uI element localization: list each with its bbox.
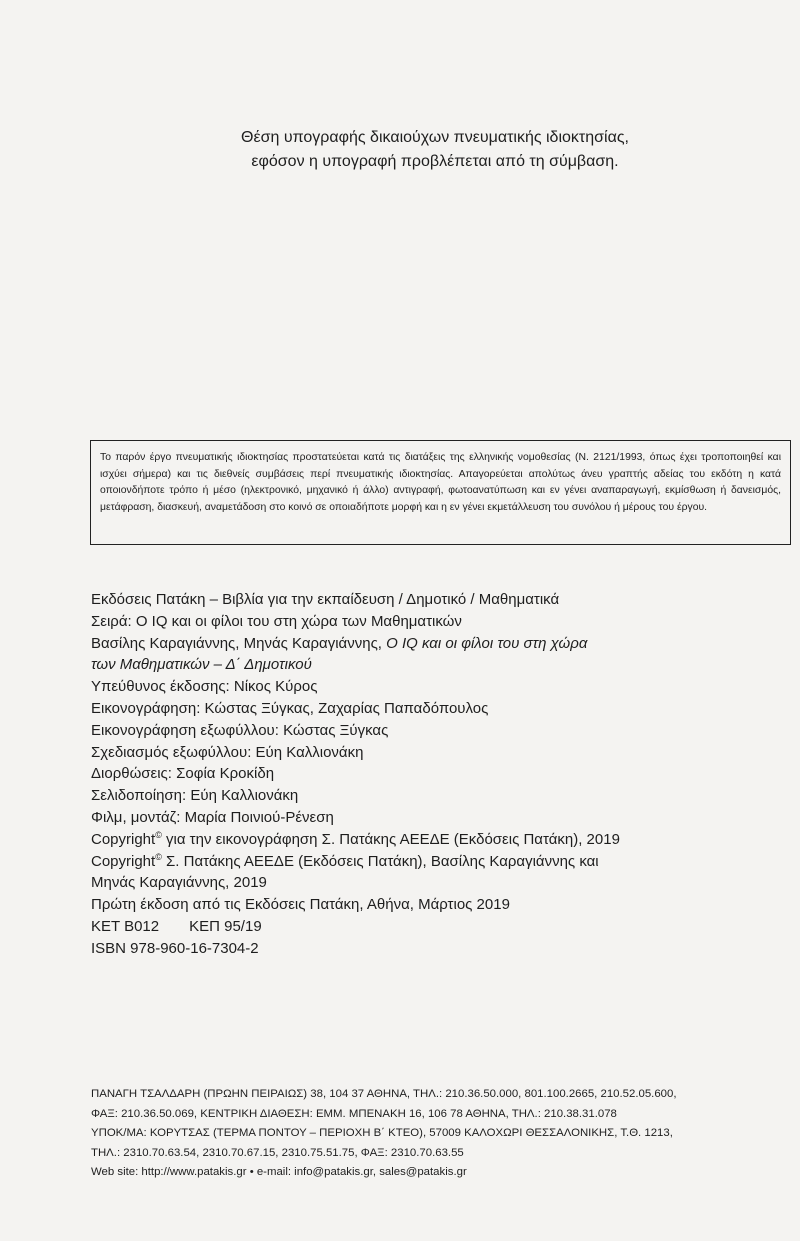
book-title-part-2: των Μαθηματικών – Δ΄ Δημοτικού (91, 656, 312, 674)
contact-line-1: ΠΑΝΑΓΗ ΤΣΑΛΔΑΡΗ (ΠΡΩΗΝ ΠΕΙΡΑΙΩΣ) 38, 104 37 ΑΘΗΝΑ, ΤΗΛ.: 210.36.50.000, 801.100.2665, 210.52.05.600, (91, 1088, 677, 1100)
editor-line: Υπεύθυνος έκδοσης: Νίκος Κύρος (91, 678, 318, 696)
cover-illustration-line: Εικονογράφηση εξωφύλλου: Κώστας Ξύγκας (91, 721, 389, 739)
proofreading-line: Διορθώσεις: Σοφία Κροκίδη (91, 765, 275, 783)
legal-notice-text: Το παρόν έργο πνευματικής ιδιοκτησίας προστατεύεται κατά τις διατάξεις της ελληνικής νομοθεσίας (Ν. 2121/1993, όπως έχει τροποποιηθεί και ισχύει σήμερα) και τις διεθνείς συμβάσεις περί πνευματικής ιδιοκτησίας. Απαγορεύεται απολύτως άνευ γραπτής αδείας του εκδότη η κατά οποιονδήποτε τρόπο ή μέσο (ηλεκτρονικό, μηχανικό ή άλλο) αντιγραφή, φωτοανατύπωση και εν γένει αναπαραγωγή, εκμίσθωση ή δανεισμός, μετάφραση, διασκευή, αναμετάδοση στο κοινό σε οποιαδήποτε μορφή και η εν γένει εκμετάλλευση του συνόλου ή μέρους του έργου. (100, 452, 781, 513)
illustration-line: Εικονογράφηση: Κώστας Ξύγκας, Ζαχαρίας Παπαδόπουλος (91, 699, 489, 717)
series-line: Σειρά: Ο IQ και οι φίλοι του στη χώρα των Μαθηματικών (91, 612, 462, 630)
publisher-line: Εκδόσεις Πατάκη – Βιβλία για την εκπαίδευση / Δημοτικό / Μαθηματικά (91, 591, 560, 608)
publisher-contact (91, 1085, 791, 1183)
cover-design-line: Σχεδιασμός εξωφύλλου: Εύη Καλλιονάκη (91, 743, 364, 761)
copyright-symbol: © (155, 829, 162, 840)
ket-code: ΚΕΤ Β012 (91, 917, 160, 935)
copyright-word: Copyright (91, 830, 156, 848)
film-line: Φιλμ, μοντάζ: Μαρία Ποινιού-Ρένεση (91, 808, 334, 826)
contact-line-3: ΥΠΟΚ/ΜΑ: ΚΟΡΥΤΣΑΣ (ΤΕΡΜΑ ΠΟΝΤΟΥ – ΠΕΡΙΟΧΗ Β΄ ΚΤΕΟ), 57009 ΚΑΛΟΧΩΡΙ ΘΕΣΣΑΛΟΝΙΚΗΣ, Τ.Θ. 1213, (91, 1127, 673, 1140)
layout-line: Σελιδοποίηση: Εύη Καλλιονάκη (91, 787, 299, 805)
copyright-text-line (91, 851, 731, 873)
copyright-symbol: © (155, 851, 162, 862)
isbn-line: ISBN 978-960-16-7304-2 (91, 939, 259, 957)
credits-block (91, 589, 731, 960)
legal-notice-box (90, 440, 791, 545)
contact-line-4: ΤΗΛ.: 2310.70.63.54, 2310.70.67.15, 2310.75.51.75, ΦΑΞ: 2310.70.63.55 (91, 1146, 464, 1159)
signature-note (200, 126, 670, 174)
copyright-illustration-text: για την εικονογράφηση Σ. Πατάκης ΑΕΕΔΕ (Εκδόσεις Πατάκη), 2019 (161, 830, 620, 848)
book-title-part-1: Ο IQ και οι φίλοι του στη χώρα (386, 634, 588, 652)
copyright-text: Σ. Πατάκης ΑΕΕΔΕ (Εκδόσεις Πατάκη), Βασίλης Καραγιάννης και (161, 852, 599, 870)
authors-title-line (91, 633, 731, 655)
contact-line-2: ΦΑΞ: 210.36.50.069, ΚΕΝΤΡΙΚΗ ΔΙΑΘΕΣΗ: ΕΜΜ. ΜΠΕΝΑΚΗ 16, 106 78 ΑΘΗΝΑ, ΤΗΛ.: 210.38.31.078 (91, 1107, 617, 1120)
signature-note-line-2: εφόσον η υπογραφή προβλέπεται από τη σύμβαση. (251, 153, 619, 170)
copyright-word: Copyright (91, 852, 156, 870)
codes-line (91, 916, 731, 938)
copyright-illustration-line (91, 829, 731, 851)
authors: Βασίλης Καραγιάννης, Μηνάς Καραγιάννης, (91, 634, 387, 652)
copyright-text-continued: Μηνάς Καραγιάννης, 2019 (91, 874, 267, 892)
kep-code: ΚΕΠ 95/19 (189, 917, 262, 935)
signature-note-line-1: Θέση υπογραφής δικαιούχων πνευματικής ιδιοκτησίας, (241, 129, 629, 146)
web-email-line: Web site: http://www.patakis.gr • e-mail: info@patakis.gr, sales@patakis.gr (91, 1166, 467, 1179)
first-edition-line: Πρώτη έκδοση από τις Εκδόσεις Πατάκη, Αθήνα, Μάρτιος 2019 (91, 896, 510, 914)
